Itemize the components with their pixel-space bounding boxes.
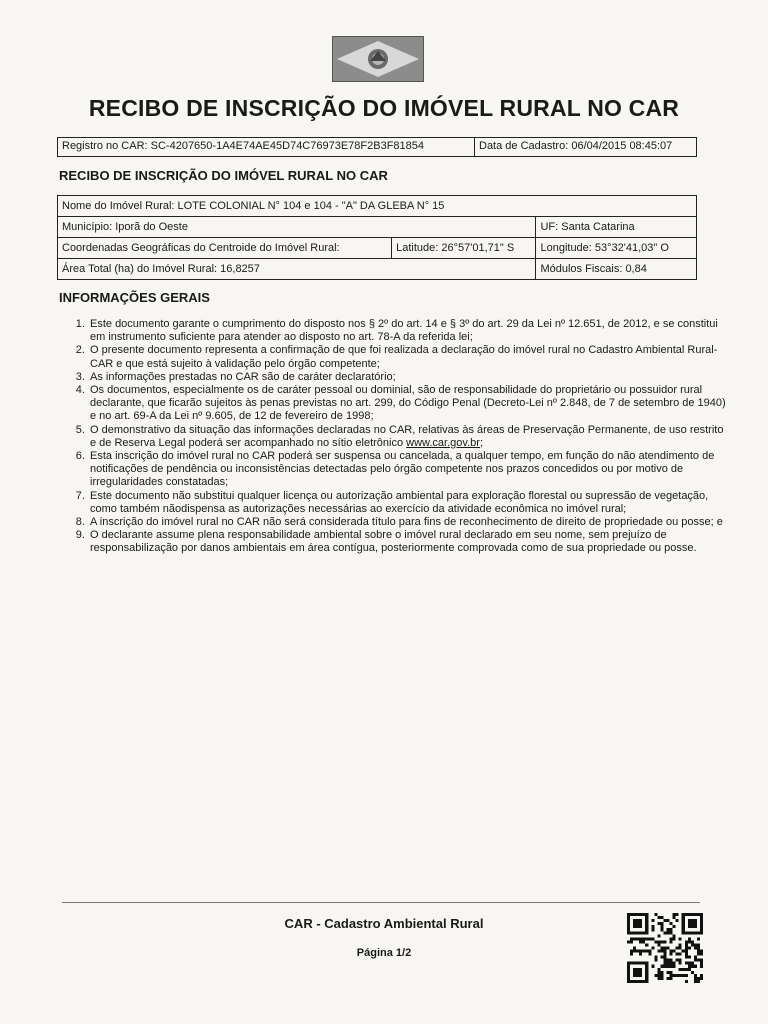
list-item: 4. Os documentos, especialmente os de caráter pessoal ou dominial, são de responsabilidade do proprietário ou possuidor rural declarante, que ficarão sujeitos às penas previstas no art. 299, do Código Penal (Decreto-Lei nº 2.848, de 7 de setembro de 1940) e no art. 69-A da Lei nº 9.605, de 12 de fevereiro de 1998; bbox=[88, 384, 728, 424]
table-row bbox=[58, 196, 697, 217]
list-item: 7. Este documento não substitui qualquer licença ou autorização ambiental para exploração florestal ou supressão de vegetação, como também nãodispensa as autorizações necessárias ao exercício da atividade econômica no imóvel rural; bbox=[88, 490, 728, 516]
list-item bbox=[88, 424, 728, 450]
registration-box bbox=[57, 137, 697, 157]
total-area: Área Total (ha) do Imóvel Rural: 16,8257 bbox=[58, 259, 536, 280]
property-section-title: RECIBO DE INSCRIÇÃO DO IMÓVEL RURAL NO CAR bbox=[59, 168, 388, 183]
property-state: UF: Santa Catarina bbox=[536, 217, 697, 238]
footer-title: CAR - Cadastro Ambiental Rural bbox=[284, 916, 484, 931]
document-title: RECIBO DE INSCRIÇÃO DO IMÓVEL RURAL NO CAR bbox=[88, 95, 680, 121]
general-info-list bbox=[56, 318, 728, 556]
list-item: 1. Este documento garante o cumprimento do disposto nos § 2º do art. 14 e § 3º do art. 29 da Lei nº 12.651, de 2012, e se constitui em instrumento suficiente para atender ao disposto no art. 78-A da referida lei; bbox=[88, 318, 728, 344]
list-item: 8. A inscrição do imóvel rural no CAR não será considerada título para fins de reconhecimento de direito de propriedade ou posse; e bbox=[88, 516, 728, 529]
table-row bbox=[58, 238, 697, 259]
registration-number: Registro no CAR: SC-4207650-1A4E74AE45D74C76973E78F2B3F81854 bbox=[62, 140, 425, 152]
fiscal-modules: Módulos Fiscais: 0,84 bbox=[536, 259, 697, 280]
list-item: 3. As informações prestadas no CAR são de caráter declaratório; bbox=[88, 371, 728, 384]
list-item-text: O demonstrativo da situação das informações declaradas no CAR, relativas às áreas de Preservação Permanente, de uso restrito e de Reserva Legal poderá ser acompanhado no sítio eletrônico bbox=[90, 423, 724, 449]
car-website-link[interactable]: www.car.gov.br bbox=[406, 436, 480, 449]
coordinates-label: Coordenadas Geográficas do Centroide do Imóvel Rural: bbox=[58, 238, 392, 259]
list-item-end: ; bbox=[479, 436, 483, 449]
longitude-value: Longitude: 53°32'41,03" O bbox=[536, 238, 697, 259]
registration-date: Data de Cadastro: 06/04/2015 08:45:07 bbox=[479, 140, 673, 152]
page-number: Página 1/2 bbox=[356, 947, 412, 959]
footer-divider bbox=[62, 902, 700, 903]
list-item: 9. O declarante assume plena responsabilidade ambiental sobre o imóvel rural declarado em seu nome, sem prejuízo de responsabilização por danos ambientais em área contígua, posteriormente comprovada como de sua propriedade ou posse. bbox=[88, 529, 728, 555]
property-info-table bbox=[57, 195, 697, 280]
list-item: 6. Esta inscrição do imóvel rural no CAR poderá ser suspensa ou cancelada, a qualquer tempo, em função do não atendimento de notificações de pendência ou inconsistências detectadas pelo órgão competente nos prazos concedidos ou por motivo de irregularidades constatadas; bbox=[88, 450, 728, 490]
general-info-title: INFORMAÇÕES GERAIS bbox=[59, 290, 210, 305]
table-row bbox=[58, 259, 697, 280]
property-name: Nome do Imóvel Rural: LOTE COLONIAL N° 104 e 104 - "A" DA GLEBA N° 15 bbox=[58, 196, 697, 217]
table-row bbox=[58, 217, 697, 238]
latitude-value: Latitude: 26°57'01,71" S bbox=[392, 238, 536, 259]
divider bbox=[474, 138, 475, 156]
property-municipality: Município: Iporã do Oeste bbox=[58, 217, 536, 238]
coat-of-arms-icon bbox=[332, 36, 424, 82]
list-item: 2. O presente documento representa a confirmação de que foi realizada a declaração do imóvel rural no Cadastro Ambiental Rural-CAR e que está sujeito à validação pelo órgão competente; bbox=[88, 344, 728, 370]
qr-code-icon bbox=[627, 913, 703, 983]
